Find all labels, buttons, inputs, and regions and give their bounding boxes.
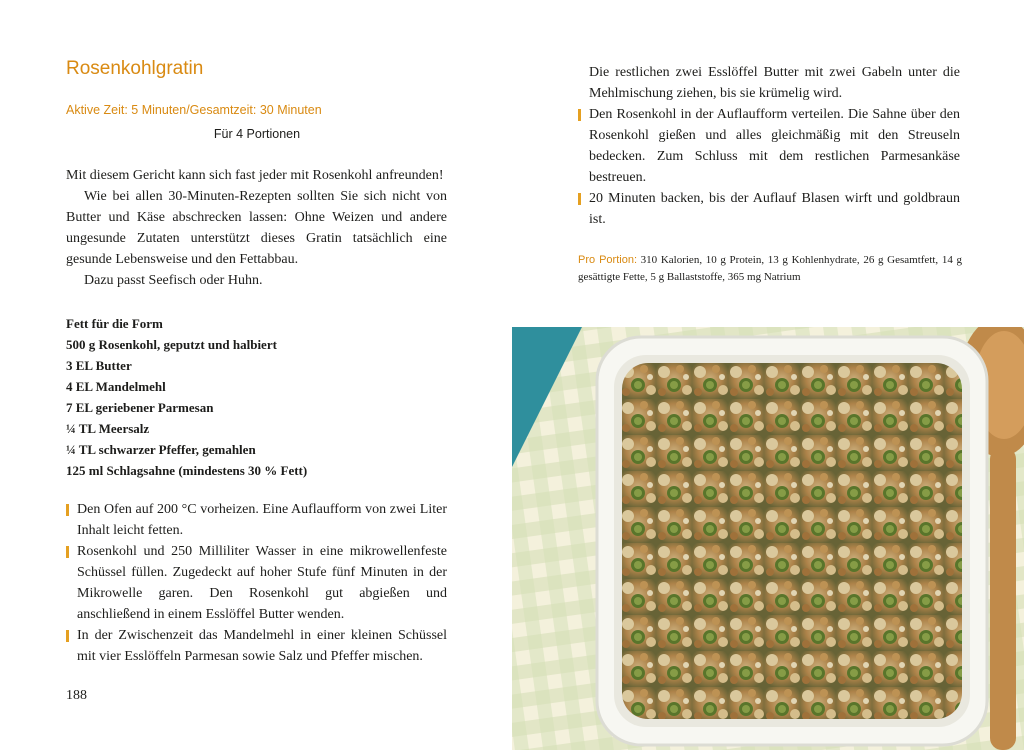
page-number: 188: [66, 688, 87, 703]
step-text: In der Zwischenzeit das Mandelmehl in einer kleinen Schüssel mit vier Esslöffeln Parmesan sowie Salz und Pfeffer mischen.: [77, 628, 447, 664]
intro-paragraph: Dazu passt Seefisch oder Huhn.: [84, 273, 263, 288]
intro-text: [66, 165, 447, 291]
instruction-step: [578, 104, 960, 188]
ingredient-item: ¼ TL schwarzer Pfeffer, gemahlen: [66, 442, 256, 457]
step-bullet-icon: [66, 546, 69, 558]
step-bullet-icon: [578, 193, 581, 205]
step-bullet-icon: [66, 504, 69, 516]
nutrition-label: Pro Portion:: [578, 254, 637, 266]
ingredient-item: 7 EL geriebener Parmesan: [66, 400, 214, 415]
ingredient-item: 500 g Rosenkohl, geputzt und halbiert: [66, 337, 277, 352]
instruction-step: [66, 499, 447, 541]
step-bullet-icon: [578, 109, 581, 121]
ingredient-list: [66, 313, 447, 481]
ingredient-item: Fett für die Form: [66, 316, 163, 331]
step-text: Den Rosenkohl in der Auflaufform verteilen. Die Sahne über den Rosenkohl gießen und alles gleichmäßig mit den Streuseln bedecken. Zum Schluss mit dem restlichen Parmesankäse bestreuen.: [589, 107, 960, 185]
nutrition-info: [578, 252, 962, 286]
step-bullet-icon: [66, 630, 69, 642]
instruction-list: [66, 499, 447, 667]
instruction-list-continued: [578, 62, 960, 230]
recipe-time: Aktive Zeit: 5 Minuten/Gesamtzeit: 30 Minuten: [66, 103, 322, 117]
instruction-step: [66, 541, 447, 625]
ingredient-item: 125 ml Schlagsahne (mindestens 30 % Fett): [66, 463, 308, 478]
ingredient-item: ¼ TL Meersalz: [66, 421, 150, 436]
instruction-step-continuation: [578, 62, 960, 104]
intro-paragraph: Mit diesem Gericht kann sich fast jeder mit Rosenkohl anfreunden!: [66, 168, 444, 183]
nutrition-values: 310 Kalorien, 10 g Protein, 13 g Kohlenhydrate, 26 g Gesamtfett, 14 g gesättigte Fette, 5 g Ballaststoffe, 365 mg Natrium: [578, 254, 962, 283]
step-text: 20 Minuten backen, bis der Auflauf Blasen wirft und goldbraun ist.: [589, 191, 960, 227]
instruction-step: [66, 625, 447, 667]
ingredient-item: 3 EL Butter: [66, 358, 132, 373]
ingredient-item: 4 EL Mandelmehl: [66, 379, 166, 394]
instruction-step: [578, 188, 960, 230]
step-text: Die restlichen zwei Esslöffel Butter mit zwei Gabeln unter die Mehlmischung ziehen, bis sie krümelig wird.: [589, 65, 960, 101]
recipe-servings: Für 4 Portionen: [213, 127, 301, 141]
step-text: Rosenkohl und 250 Milliliter Wasser in eine mikrowellenfeste Schüssel füllen. Zugedeckt auf hoher Stufe fünf Minuten in der Mikrowelle garen. Den Rosenkohl gut abgießen und anschließend in einem Esslöffel Butter wenden.: [77, 544, 447, 622]
gratin-photo: [512, 327, 1024, 750]
step-text: Den Ofen auf 200 °C vorheizen. Eine Auflaufform von zwei Liter Inhalt leicht fetten.: [77, 502, 447, 538]
intro-paragraph: Wie bei allen 30-Minuten-Rezepten sollten Sie sich nicht von Butter und Käse abschrecken lassen: Ohne Weizen und andere ungesunde Zutaten unterstützt dieses Gratin tatsächlich eine gesunde Lebensweise und den Fettabbau.: [66, 189, 447, 267]
recipe-title: Rosenkohlgratin: [66, 58, 204, 79]
